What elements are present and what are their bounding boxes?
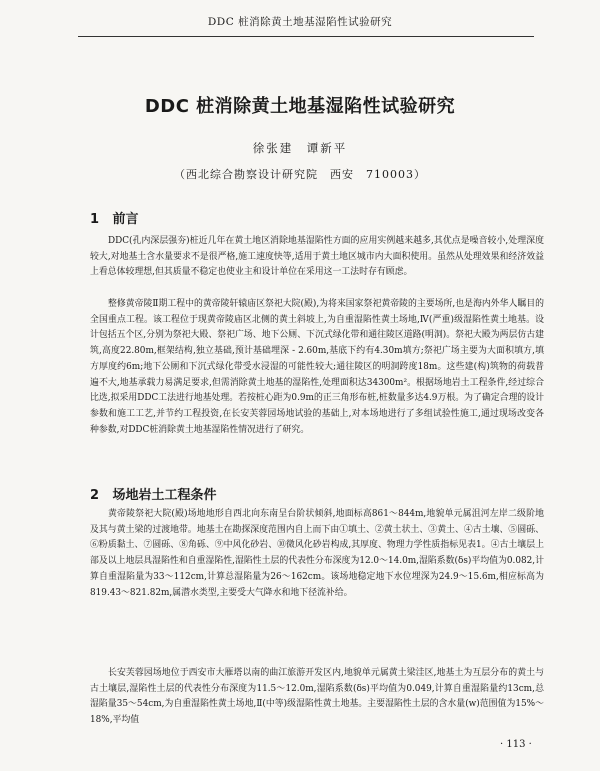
section-number: 2	[90, 488, 100, 503]
affiliation: （西北综合勘察设计研究院 西安 710003）	[174, 168, 426, 181]
section-heading-intro	[90, 208, 139, 227]
paragraph: 黄帝陵祭祀大院(殿)场地地形自西北向东南呈台阶状倾斜,地面标高861～844m,地貌单元属沮河左岸二级阶地及其与黄土梁的过渡地带。地基土在勘探深度范围内自上而下由①填土、②黄土状土、③黄土、④古土壤、⑤圆砾、⑥粉质黏土、⑦圆砾、⑧角砾、⑨中风化砂岩、⑩微风化砂岩构成,其厚度、物理力学性质指标见表1。④古土壤层上部及以上地层具湿陷性和自重湿陷性,湿陷性土层的代表性分布深度为12.0～14.0m,湿陷系数(δs)平均值为0.082,计算自重湿陷量为33～112cm,计算总湿陷量为26～162cm。该场地稳定地下水位埋深为24.9～15.6m,相应标高为819.43～821.82m,属潜水类型,主要受大气降水和地下径流补给。	[90, 509, 544, 598]
section-heading-site-conditions	[90, 484, 217, 503]
section-number: 1	[90, 212, 100, 227]
authors: 徐张建 谭新平	[252, 141, 348, 155]
paper-title: DDC 桩消除黄土地基湿陷性试验研究	[144, 96, 456, 117]
section-title: 场地岩土工程条件	[112, 488, 217, 503]
paragraph: DDC(孔内深层强夯)桩近几年在黄土地区消除地基湿陷性方面的应用实例越来越多,其优点是噪音较小,处理深度较大,对地基土含水量要求不是很严格,施工速度快等,适用于黄土地区城市内大面积使用。虽然从处理效果和经济效益上看总体较理想,但其质量不稳定也使业主和设计单位在采用这一工法时存有顾虑。	[90, 236, 544, 278]
paragraph: 整修黄帝陵Ⅱ期工程中的黄帝陵轩辕庙区祭祀大院(殿),为将来国家祭祀黄帝陵的主要场所,也是海内外华人瞩目的全国重点工程。该工程位于现黄帝陵庙区北侧的黄土斜坡上,为自重湿陷性黄土场地,Ⅳ(严重)级湿陷性黄土地基。设计包括五个区,分别为祭祀大殿、祭祀广场、地下公厕、下沉式绿化带和通往陵区道路(明洞)。祭祀大殿为两层仿古建筑,高度22.80m,框架结构,独立基础,预计基础埋深 - 2.60m,基底下约有4.30m填方;祭祀广场主要为大面积填方,填方厚度约6m;地下公厕和下沉式绿化带受水浸湿的可能性较大;通往陵区的明洞跨度18m。这些建(构)筑物的荷载普遍不大,地基承载力易满足要求,但需消除黄土地基的湿陷性,处理面积达34300m²。根据场地岩土工程条件,经过综合比选,拟采用DDC工法进行地基处理。若按桩心距为0.9m的正三角形布桩,桩数量多达4.9万根。为了确定合理的设计参数和施工工艺,并节约工程投资,在长安芙蓉园场地试验的基础上,对本场地进行了多组试验性施工,通过现场改变各种参数,对DDC桩消除黄土地基湿陷性情况进行了研究。	[90, 299, 544, 435]
running-head: DDC 桩消除黄土地基湿陷性试验研究	[207, 16, 393, 28]
paragraph: 长安芙蓉园场地位于西安市大雁塔以南的曲江旅游开发区内,地貌单元属黄土梁洼区,地基土为互层分布的黄土与古土壤层,湿陷性土层的代表性分布深度为11.5～12.0m,湿陷系数(δs)平均值为0.049,计算自重湿陷量约13cm,总湿陷量35～54cm,为自重湿陷性黄土场地,Ⅱ(中等)级湿陷性黄土地基。主要湿陷性土层的含水量(w)范围值为15%～18%,平均值	[90, 668, 544, 726]
page-number: · 113 ·	[500, 739, 532, 750]
section-title: 前言	[112, 212, 139, 227]
header-rule	[78, 36, 534, 37]
